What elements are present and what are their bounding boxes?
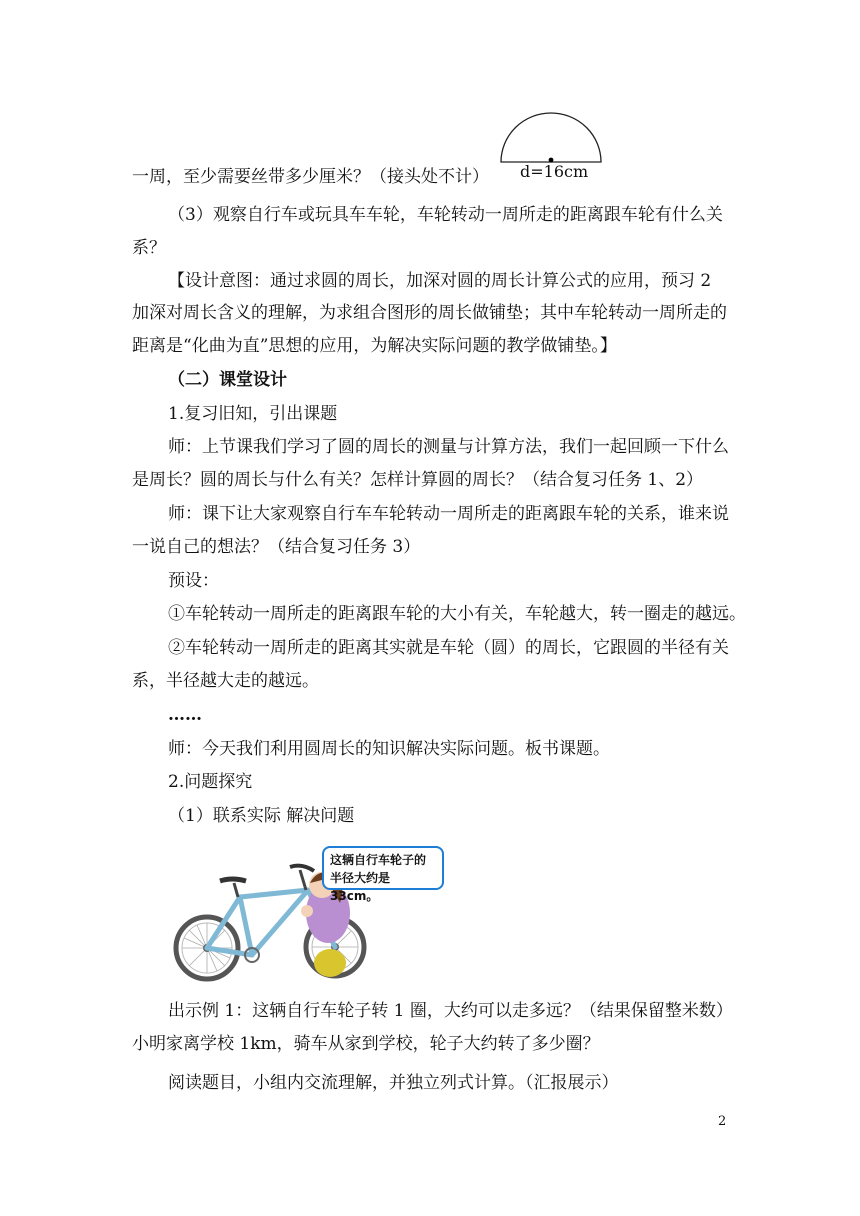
- subheading-explore: 2.问题探究: [168, 772, 253, 792]
- speech-bubble: 这辆自行车轮子的半径大约是33cm。: [322, 846, 444, 890]
- text-line-1: 一周，至少需要丝带多少厘米？（接头处不计）: [132, 167, 489, 187]
- example-1-question: 出示例 1：这辆自行车轮子转 1 圈，大约可以走多远？（结果保留整米数）: [168, 1001, 733, 1021]
- text-line-23: 阅读题目，小组内交流理解，并独立列式计算。（汇报展示）: [168, 1073, 619, 1093]
- subheading-review: 1.复习旧知，引出课题: [168, 404, 338, 424]
- diameter-label: d=16cm: [520, 162, 589, 181]
- text-line-3: 系？: [132, 238, 166, 258]
- text-line-18: 师：今天我们利用圆周长的知识解决实际问题。板书课题。: [168, 739, 610, 759]
- ellipsis: ……: [168, 705, 202, 725]
- text-line-12: 一说自己的想法？（结合复习任务 3）: [132, 537, 421, 557]
- text-line-11: 师：课下让大家观察自行车车轮转动一周所走的距离跟车轮的关系，谁来说: [168, 504, 729, 524]
- design-intent-2: 加深对周长含义的理解，为求组合图形的周长做铺垫；其中车轮转动一周所走的: [132, 303, 727, 323]
- text-line-16: 系，半径越大走的越远。: [132, 671, 319, 691]
- example-1-question-2: 小明家离学校 1km，骑车从家到学校，轮子大约转了多少圈？: [132, 1034, 600, 1054]
- page-number: 2: [718, 1114, 727, 1129]
- text-line-9: 师：上节课我们学习了圆的周长的测量与计算方法，我们一起回顾一下什么: [168, 437, 729, 457]
- text-line-2: （3）观察自行车或玩具车车轮，车轮转动一周所走的距离跟车轮有什么关: [168, 205, 723, 225]
- text-line-13: 预设：: [168, 571, 219, 591]
- text-line-15: ②车轮转动一周所走的距离其实就是车轮（圆）的周长，它跟圆的半径有关: [168, 638, 729, 658]
- text-line-10: 是周长？圆的周长与什么有关？怎样计算圆的周长？（结合复习任务 1、2）: [132, 470, 704, 490]
- semicircle-diagram: [500, 112, 602, 164]
- subheading-practice: （1）联系实际 解决问题: [168, 806, 355, 826]
- design-intent-1: 【设计意图：通过求圆的周长，加深对圆的周长计算公式的应用，预习 2: [168, 271, 712, 291]
- design-intent-3: 距离是“化曲为直”思想的应用，为解决实际问题的教学做铺垫。】: [132, 336, 617, 356]
- text-line-14: ①车轮转动一周所走的距离跟车轮的大小有关，车轮越大，转一圈走的越远。: [168, 604, 746, 624]
- section-heading: （二）课堂设计: [168, 370, 287, 390]
